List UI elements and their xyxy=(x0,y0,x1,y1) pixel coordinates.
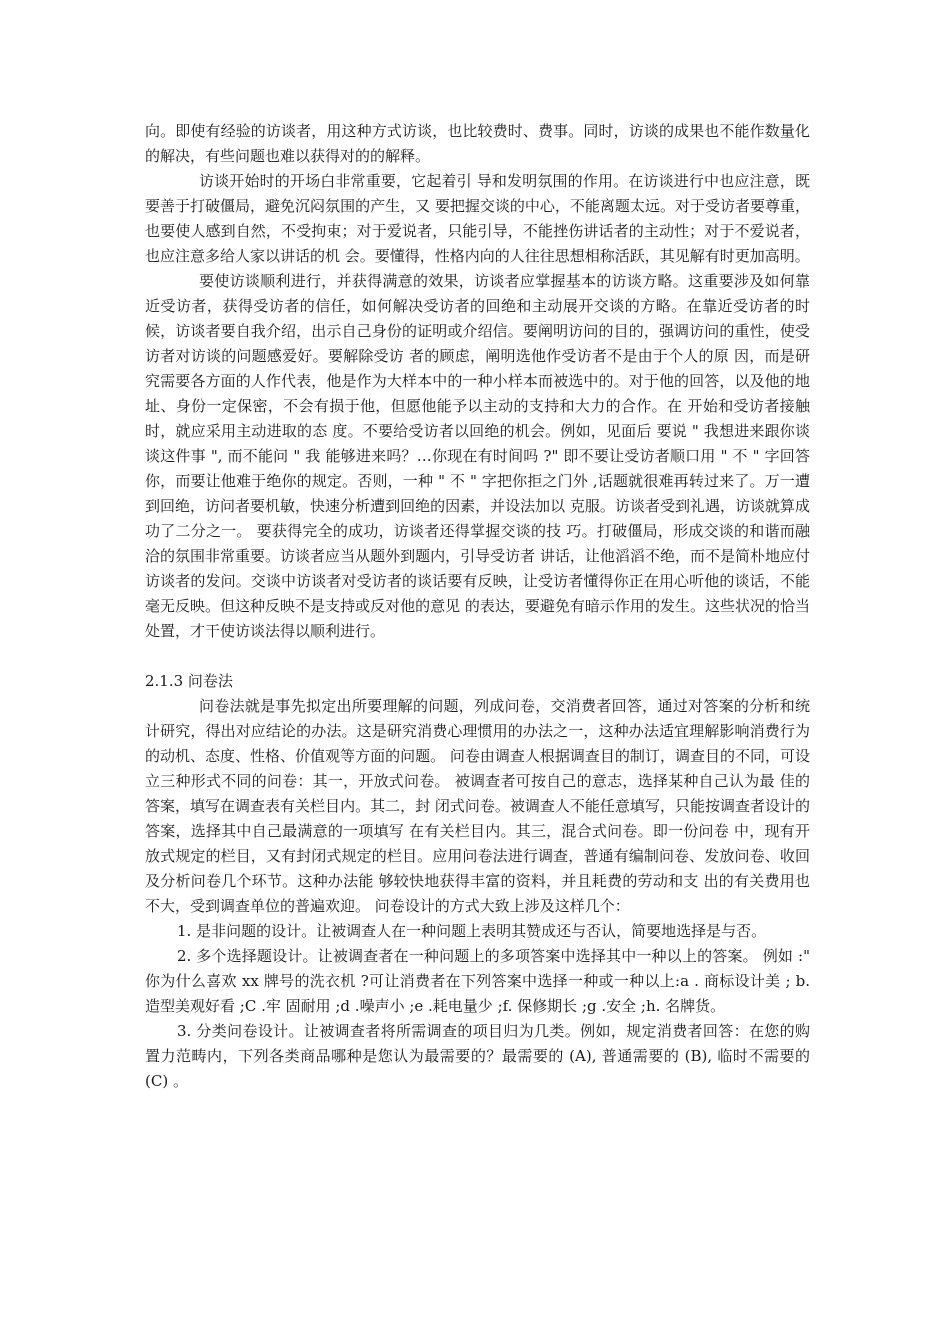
list-item-multiple-choice-design: 2. 多个选择题设计。让被调查者在一种问题上的多项答案中选择其中一种以上的答案。 例如 :" 你为什么喜欢 xx 牌号的洗衣机 ?可让消费者在下列答案中选择一种或一种以上:a . 商标设计美 ; b. 造型美观好看 ;C .牢 固耐用 ;d .噪声小 ;e .耗电量少 ;f. 保修期长 ;g .安全 ;h. 名牌货。 xyxy=(145,947,810,1015)
list-item-category-design: 3. 分类问卷设计。让被调查者将所需调查的项目归为几类。例如，规定消费者回答：在您的购置力范畴内，下列各类商品哪种是您认为最需要的？最需要的 (A), 普通需要的 (B), 临时不需要的 (C) 。 xyxy=(145,1022,810,1090)
paragraph-continuation: 向。即使有经验的访谈者，用这种方式访谈，也比较费时、费事。同时，访谈的成果也不能作数量化的解决，有些问题也难以获得对的的解释。 xyxy=(145,122,810,165)
paragraph-interview-opening: 访谈开始时的开场白非常重要，它起着引 导和发明氛围的作用。在访谈进行中也应注意，既要善于打破僵局，避免沉闷氛围的产生，又 要把握交谈的中心，不能离题太远。对于受访者要尊重，也要使人感到自然，不受拘束；对于爱说者，只能引导，不能挫伤讲话者的主动性；对于不爱说者，也应注意多给人家以讲话的机 会。要懂得，性格内向的人往往思想相称活跃，其见解有时更加高明。 xyxy=(145,172,810,265)
list-item-yes-no-design: 1. 是非问题的设计。让被调查人在一种问题上表明其赞成还与否认，简要地选择是与否。 xyxy=(177,922,767,940)
document-page xyxy=(145,119,810,1094)
paragraph-questionnaire-method: 问卷法就是事先拟定出所要理解的问题，列成问卷，交消费者回答，通过对答案的分析和统计研究，得出对应结论的办法。这是研究消费心理惯用的办法之一，这种办法适宜理解影响消费行为的动机、态度、性格、价值观等方面的问题。 问卷由调查人根据调查目的制订，调查目的不同，可设立三种形式不同的问卷：其一，开放式问卷。 被调查者可按自己的意志，选择某种自己认为最 佳的答案，填写在调查表有关栏目内。其二，封 闭式问卷。被调查人不能任意填写，只能按调查者设计的答案，选择其中自己最满意的一项填写 在有关栏目内。其三，混合式问卷。即一份问卷 中，现有开放式规定的栏目，又有封闭式规定的栏目。应用问卷法进行调查，普通有编制问卷、发放问卷、收回及分析问卷几个环节。这种办法能 够较快地获得丰富的资料，并且耗费的劳动和支 出的有关费用也不大，受到调查单位的普遍欢迎。 问卷设计的方式大致上涉及这样几个： xyxy=(145,697,810,915)
paragraph-interview-strategy: 要使访谈顺利进行，并获得满意的效果，访谈者应掌握基本的访谈方略。这重要涉及如何靠近受访者，获得受访者的信任，如何解决受访者的回绝和主动展开交谈的方略。在靠近受访者的时候，访谈者要自我介绍，出示自己身份的证明或介绍信。要阐明访问的目的，强调访问的重性，使受访者对访谈的问题感爱好。要解除受访 者的顾虑，阐明选他作受访者不是由于个人的原 因，而是研究需要各方面的人作代表，他是作为大样本中的一种小样本而被选中的。对于他的回答，以及他的地址、身份一定保密，不会有损于他，但愿他能予以主动的支持和大力的合作。在 开始和受访者接触时，就应采用主动进取的态 度。不要给受访者以回绝的机会。例如，见面后 要说 " 我想进来跟你谈谈这件事 ", 而不能问 " 我 能够进来吗？…你现在有时间吗 ?" 即不要让受访者顺口用 " 不 " 字回答你，而要让他难于绝你的规定。否则，一种 " 不 " 字把你拒之门外 ,话题就很难再转过来了。万一遭到回绝，访问者要机敏，快速分析遭到回绝的因素，并设法加以 克服。访谈者受到礼遇，访谈就算成功了二分之一。 要获得完全的成功，访谈者还得掌握交谈的技 巧。打破僵局，形成交谈的和谐而融洽的氛围非常重要。访谈者应当从题外到题内，引导受访者 讲话，让他滔滔不绝，而不是简朴地应付访谈者的发问。交谈中访谈者对受访者的谈话要有反映，让受访者懂得你正在用心听他的谈话，不能毫无反映。但这种反映不是支持或反对他的意见 的表达，要避免有暗示作用的发生。这些状况的恰当处置，才干使访谈法得以顺利进行。 xyxy=(145,272,810,640)
section-heading: 2.1.3 问卷法 xyxy=(145,672,233,690)
